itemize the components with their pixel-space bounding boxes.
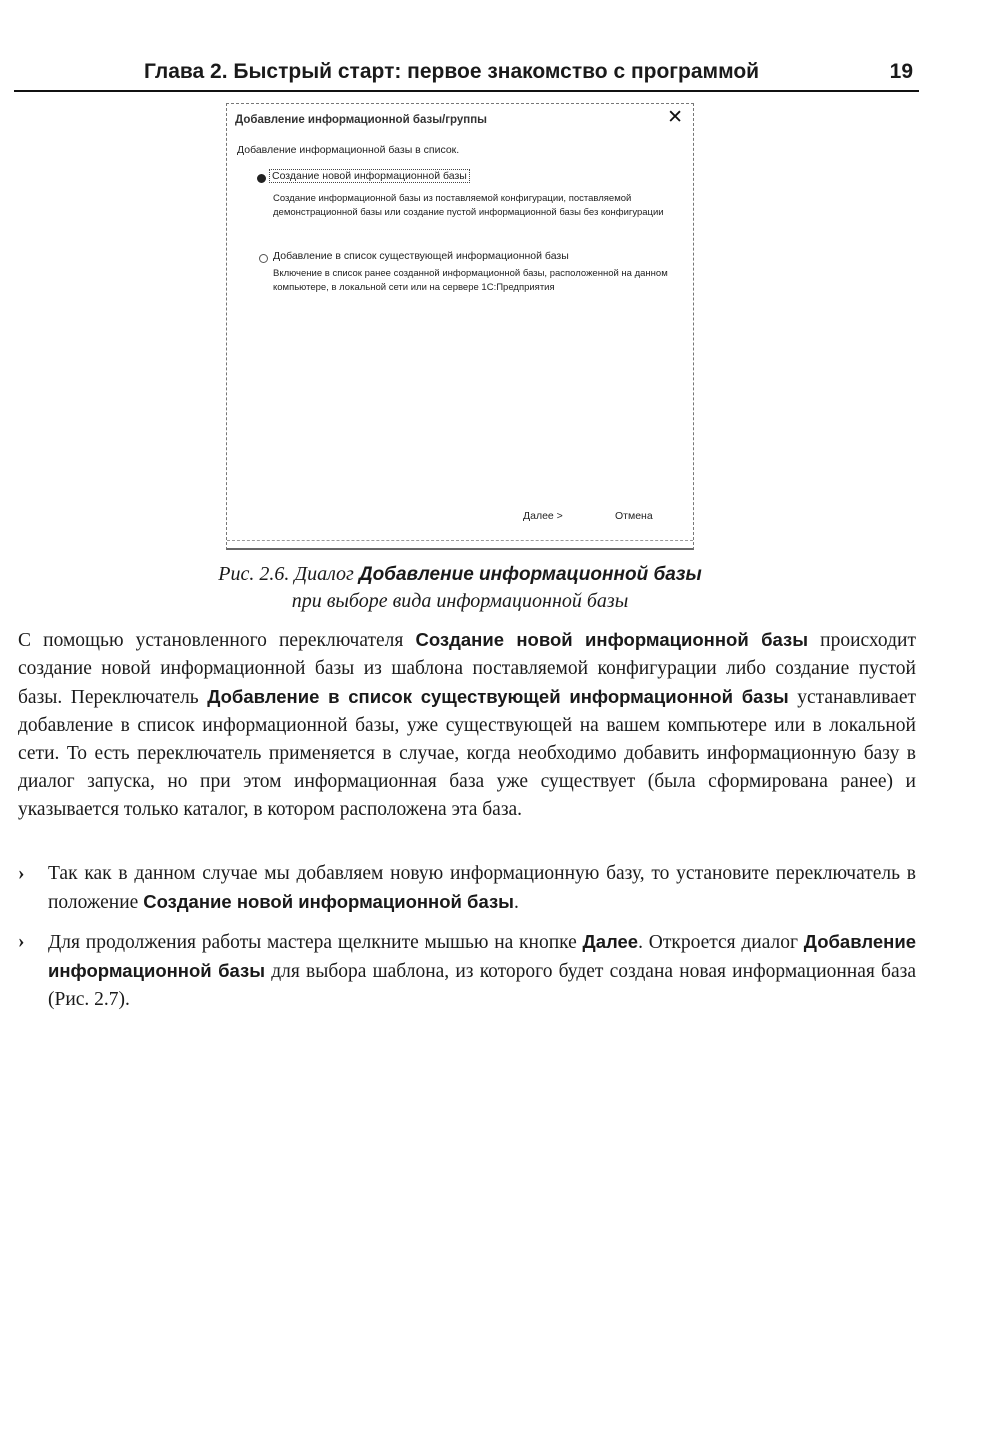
bullet-text-part: . Откроется диалог <box>638 932 804 953</box>
figure-caption <box>0 563 920 586</box>
paragraph-keyword: Добавление в список существующей информационной базы <box>207 686 789 707</box>
next-button[interactable]: Далее > <box>523 510 563 522</box>
option-create-new-label[interactable]: Создание новой информационной базы <box>269 169 470 183</box>
bullet-text <box>48 928 916 1014</box>
caption-prefix: Рис. 2.6. Диалог <box>218 563 354 585</box>
dialog-titlebar <box>227 104 693 134</box>
list-item <box>18 928 916 1014</box>
dialog-intro: Добавление информационной базы в список. <box>237 144 460 156</box>
option-add-existing-label[interactable]: Добавление в список существующей информационной базы <box>273 250 569 262</box>
option-add-existing-description: Включение в список ранее созданной информационной базы, расположенной на данном компьютере, в локальной сети или на сервере 1С:Предприятия <box>273 268 668 293</box>
radio-add-existing[interactable] <box>259 254 268 263</box>
bullet-text-part: для выбора шаблона, из которого будет создана новая информационная база (Рис. 2.7). <box>48 961 916 1010</box>
close-icon[interactable]: ✕ <box>667 107 683 128</box>
radio-create-new[interactable] <box>257 174 266 183</box>
dialog-bottom-divider <box>227 540 693 541</box>
bullet-marker: › <box>18 931 25 952</box>
bullet-marker: › <box>18 863 25 884</box>
page-number: 19 <box>889 60 913 83</box>
paragraph-text: устанавливает добавление в список информационной базы, уже существующей на вашем компьютере или в локальной сети. То есть переключатель применяется в случае, когда необходимо добавить информационную базу в диалог запуска, но при этом информационная база уже существует (была сформирована ранее) и указывается только каталог, в котором расположена эта база. <box>18 687 916 820</box>
paragraph-text: происходит создание новой информационной базы из шаблона поставляемой конфигурации либо создание пустой базы. Переключатель <box>18 630 917 708</box>
chapter-title: Глава 2. Быстрый старт: первое знакомство с программой <box>144 60 760 83</box>
paragraph-keyword: Создание новой информационной базы <box>415 629 809 650</box>
dialog-title: Добавление информационной базы/группы <box>235 114 487 126</box>
dialog-screenshot <box>226 103 694 550</box>
list-item <box>18 860 916 917</box>
cancel-button[interactable]: Отмена <box>615 510 653 522</box>
bullet-keyword: Далее <box>582 931 639 952</box>
bullet-text <box>48 860 916 917</box>
page-header <box>14 58 919 92</box>
bullet-text-part: Для продолжения работы мастера щелкните мышью на кнопке <box>48 932 583 953</box>
option-create-new-description: Создание информационной базы из поставляемой конфигурации, поставляемой демонстрационной базы или создание пустой информационной базы без конфигурации <box>273 193 664 218</box>
figure-caption-line2: при выборе вида информационной базы <box>291 590 629 612</box>
body-paragraph <box>18 626 916 824</box>
bullet-text-part: . <box>513 892 519 913</box>
bullet-text-part: Так как в данном случае мы добавляем новую информационную базу, то установите переключатель в положение <box>48 863 916 913</box>
bullet-keyword: Создание новой информационной базы <box>143 891 514 912</box>
paragraph-text: С помощью установленного переключателя <box>18 630 416 651</box>
caption-bold: Добавление информационной базы <box>358 564 702 585</box>
bullet-keyword: Добавление информационной базы <box>48 931 916 981</box>
